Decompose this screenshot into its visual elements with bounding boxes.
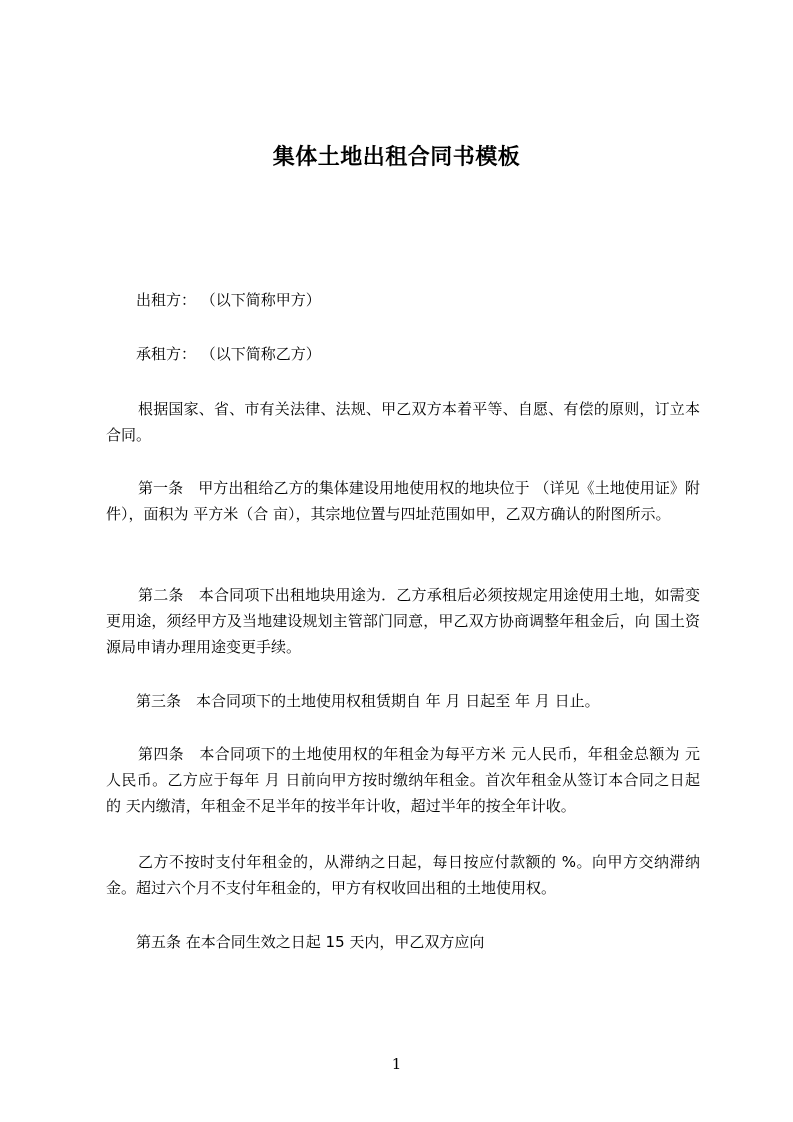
article-5-paragraph: 第五条 在本合同生效之日起 15 天内，甲乙双方应向: [136, 933, 485, 951]
late-fee-paragraph: 乙方不按时支付年租金的，从滞纳之日起，每日按应付款额的 %。向甲方交纳滞纳金。超过六个月不支付年租金的，甲方有权收回出租的土地使用权。: [106, 853, 700, 897]
lessor-line: 出租方： （以下简称甲方）: [136, 291, 321, 309]
lessee-line: 承租方： （以下简称乙方）: [136, 345, 321, 363]
article-3-paragraph: 第三条 本合同项下的土地使用权租赁期自 年 月 日起至 年 月 日止。: [136, 692, 600, 710]
document-title: 集体土地出租合同书模板: [272, 145, 521, 170]
preamble-paragraph: 根据国家、省、市有关法律、法规、甲乙双方本着平等、自愿、有偿的原则，订立本合同。: [106, 400, 700, 444]
article-4-paragraph: 第四条 本合同项下的土地使用权的年租金为每平方米 元人民币，年租金总额为 元人民币。乙方应于每年 月 日前向甲方按时缴纳年租金。首次年租金从签订本合同之日起的 天内缴清，年租金不足半年的按半年计收，超过半年的按全年计收。: [106, 745, 700, 815]
article-2-paragraph: 第二条 本合同项下出租地块用途为．乙方承租后必须按规定用途使用土地，如需变更用途，须经甲方及当地建设规划主管部门同意，甲乙双方协商调整年租金后，向 国土资源局申请办理用途变更手续。: [106, 586, 700, 656]
page-number: 1: [391, 1055, 402, 1073]
article-1-paragraph: 第一条 甲方出租给乙方的集体建设用地使用权的地块位于 （详见《土地使用证》附件），面积为 平方米（合 亩），其宗地位置与四址范围如甲，乙双方确认的附图所示。: [106, 479, 700, 523]
